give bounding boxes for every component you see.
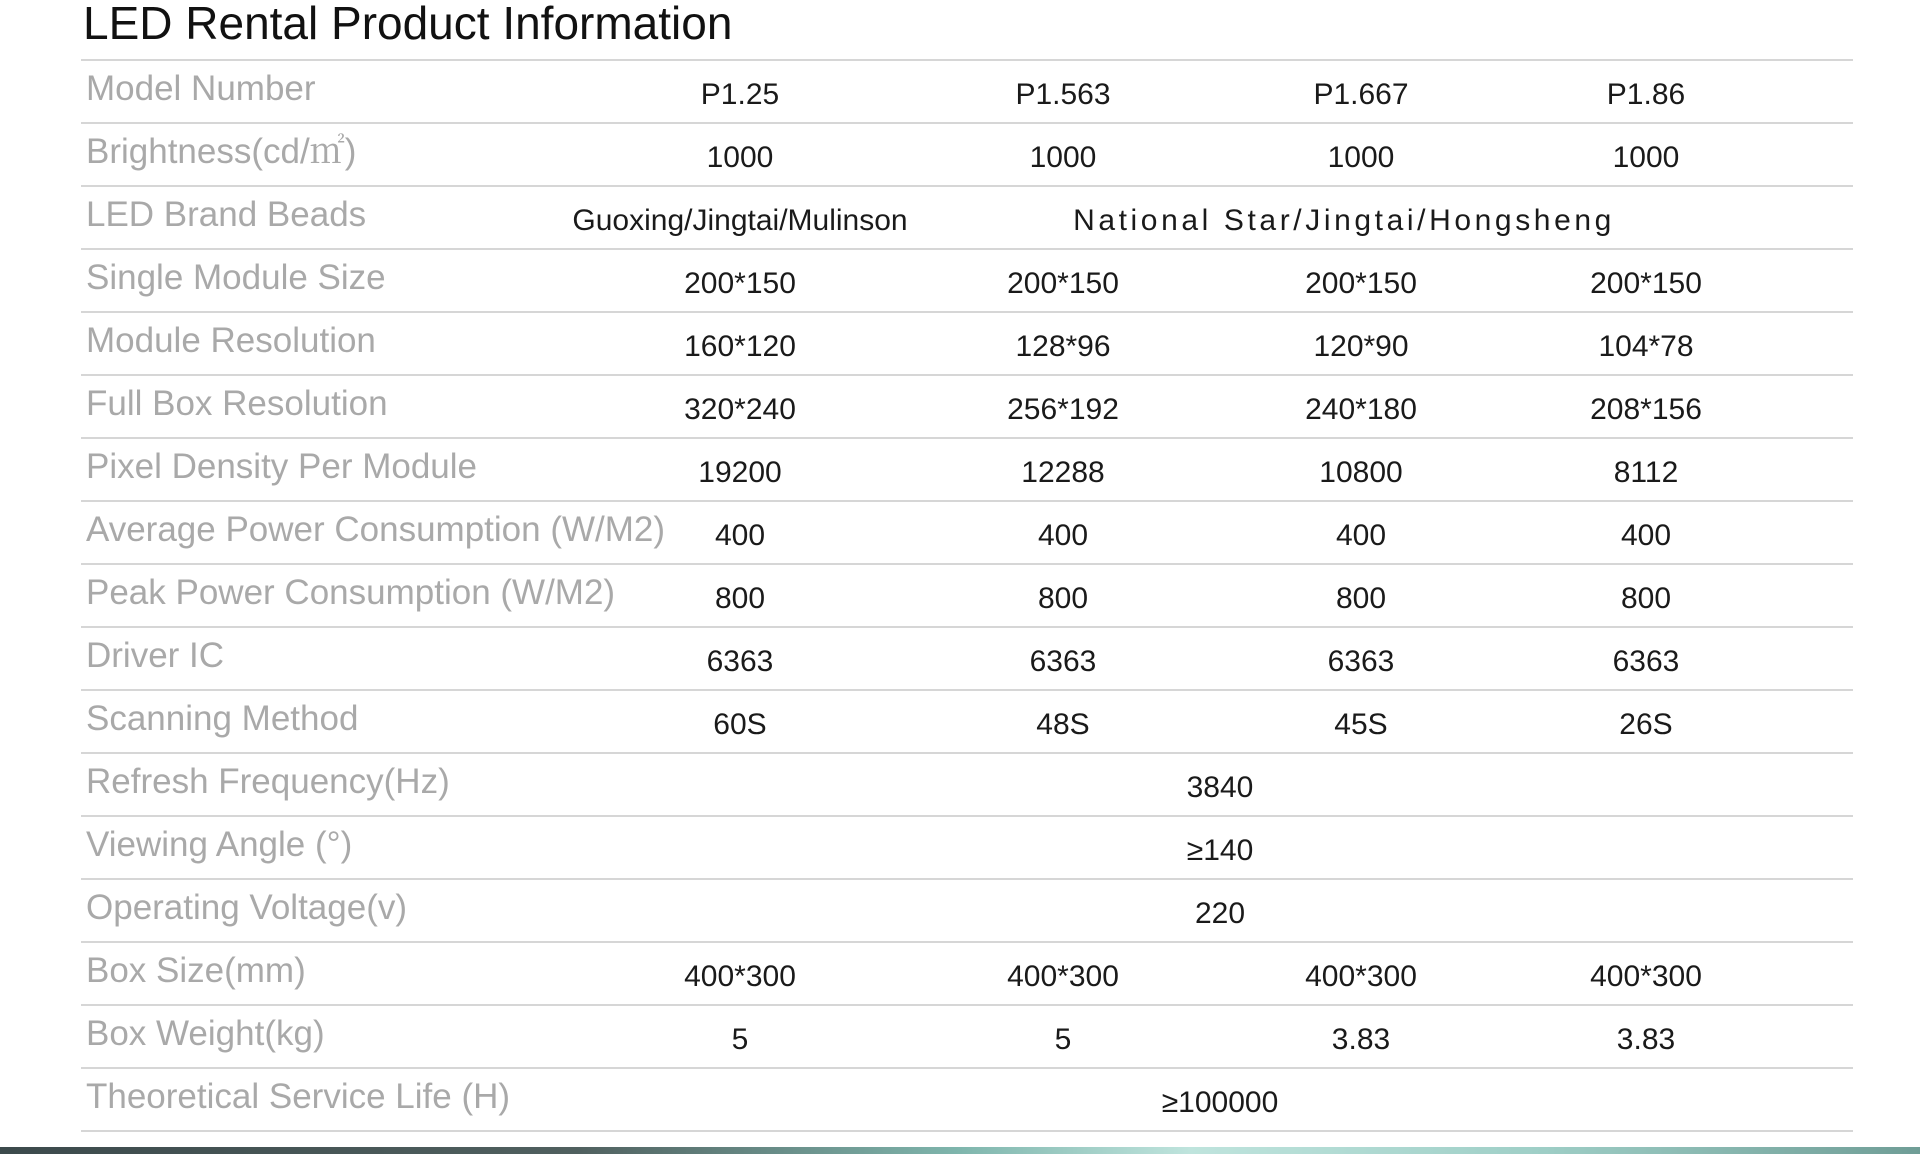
table-row [81, 61, 1853, 124]
spec-table [81, 59, 1853, 1132]
table-cell: 200*150 [1305, 267, 1417, 300]
table-row [81, 250, 1853, 313]
table-cell: 6363 [706, 645, 774, 678]
table-cell: 120*90 [1313, 330, 1409, 363]
row-label: Refresh Frequency(Hz) [86, 762, 450, 801]
table-cell: 400 [1037, 519, 1089, 552]
table-cell: 220 [1194, 897, 1246, 930]
table-cell: 1000 [1029, 141, 1097, 174]
table-cell: 5 [731, 1023, 749, 1056]
row-label: Model Number [86, 69, 316, 108]
footer-gradient-bar [0, 1147, 1920, 1154]
table-cell: 200*150 [684, 267, 796, 300]
table-row [81, 439, 1853, 502]
table-cell: 800 [714, 582, 766, 615]
row-label: Viewing Angle (°) [86, 825, 353, 864]
table-cell: 3.83 [1331, 1023, 1391, 1056]
row-label: Full Box Resolution [86, 384, 388, 423]
table-cell: 6363 [1029, 645, 1097, 678]
table-row [81, 187, 1853, 250]
table-cell: 256*192 [1007, 393, 1119, 426]
table-cell: 400 [1335, 519, 1387, 552]
table-cell: 48S [1036, 708, 1090, 741]
table-cell: 104*78 [1598, 330, 1694, 363]
table-row [81, 124, 1853, 187]
table-cell: 6363 [1327, 645, 1395, 678]
table-cell: 400*300 [1590, 960, 1702, 993]
row-label: Box Size(mm) [86, 951, 306, 990]
table-cell: 400 [714, 519, 766, 552]
table-cell: 400*300 [684, 960, 796, 993]
table-cell: 400*300 [1007, 960, 1119, 993]
table-cell: 208*156 [1590, 393, 1702, 426]
table-cell: P1.563 [1015, 78, 1111, 111]
table-cell: 240*180 [1305, 393, 1417, 426]
table-cell: ≥140 [1186, 834, 1254, 867]
table-cell: 1000 [1327, 141, 1395, 174]
row-label: Brightness(cd/㎡) [86, 132, 357, 171]
table-cell: 1000 [1612, 141, 1680, 174]
table-cell: 3.83 [1616, 1023, 1676, 1056]
table-cell: P1.25 [700, 78, 780, 111]
table-cell: 3840 [1186, 771, 1254, 804]
table-cell: 19200 [698, 456, 782, 489]
table-cell: 400*300 [1305, 960, 1417, 993]
table-cell: 800 [1620, 582, 1672, 615]
table-row [81, 817, 1853, 880]
table-row [81, 943, 1853, 1006]
table-cell: P1.667 [1313, 78, 1409, 111]
table-cell: 45S [1334, 708, 1388, 741]
row-label: Theoretical Service Life (H) [86, 1077, 511, 1116]
table-row [81, 628, 1853, 691]
table-cell: 26S [1619, 708, 1673, 741]
table-cell: 6363 [1612, 645, 1680, 678]
table-row [81, 313, 1853, 376]
table-cell: 320*240 [684, 393, 796, 426]
row-label: LED Brand Beads [86, 195, 367, 234]
table-cell: 10800 [1319, 456, 1403, 489]
table-cell: 128*96 [1015, 330, 1111, 363]
table-cell: Guoxing/Jingtai/Mulinson [572, 204, 908, 237]
table-row [81, 754, 1853, 817]
table-cell: 1000 [706, 141, 774, 174]
table-row [81, 565, 1853, 628]
row-label: Driver IC [86, 636, 225, 675]
page-title: LED Rental Product Information [83, 0, 733, 49]
table-cell: 800 [1335, 582, 1387, 615]
table-row [81, 376, 1853, 439]
row-label: Box Weight(kg) [86, 1014, 325, 1053]
table-cell: ≥100000 [1161, 1086, 1279, 1119]
table-cell: 60S [713, 708, 767, 741]
table-row [81, 1069, 1853, 1132]
table-cell: 8112 [1613, 456, 1679, 489]
row-label: Peak Power Consumption (W/M2) [86, 573, 616, 612]
row-label: Scanning Method [86, 699, 359, 738]
table-row [81, 880, 1853, 943]
table-cell: 12288 [1021, 456, 1105, 489]
row-label: Single Module Size [86, 258, 386, 297]
table-row [81, 502, 1853, 565]
row-label: Pixel Density Per Module [86, 447, 477, 486]
table-cell: 200*150 [1007, 267, 1119, 300]
table-row [81, 691, 1853, 754]
table-cell: National Star/Jingtai/Hongsheng [1073, 204, 1615, 237]
table-cell: 400 [1620, 519, 1672, 552]
table-cell: P1.86 [1606, 78, 1686, 111]
table-cell: 5 [1054, 1023, 1072, 1056]
table-cell: 200*150 [1590, 267, 1702, 300]
row-label: Average Power Consumption (W/M2) [86, 510, 666, 549]
row-label: Operating Voltage(v) [86, 888, 408, 927]
table-cell: 160*120 [684, 330, 796, 363]
table-row [81, 1006, 1853, 1069]
row-label: Module Resolution [86, 321, 376, 360]
table-cell: 800 [1037, 582, 1089, 615]
